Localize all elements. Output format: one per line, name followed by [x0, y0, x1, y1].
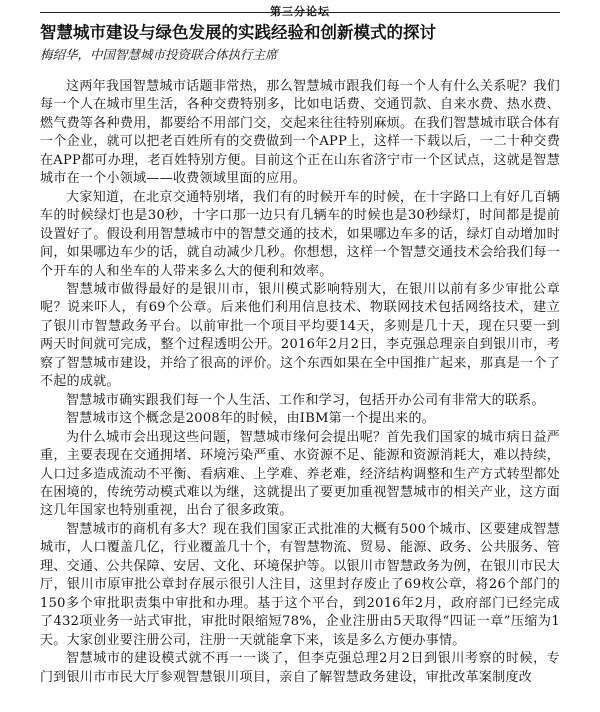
paragraph: 为什么城市会出现这些问题，智慧城市缘何会提出呢？首先我们国家的城市病日益严重，主要表现在交通拥堵、环境污染严重、水资源不足、能源和资源消耗大，难以持续，人口过多造成流动不平衡、看病难、上学难、养老难，经济结构调整和生产方式转型都处在困境的，传统劳动模式难以为继，这就提出了要更加重视智慧城市的相关产业，这方面这几年国家也特别重视，出台了很多政策。: [40, 429, 560, 519]
paragraph: 大家知道，在北京交通特别堵，我们有的时候开车的时候，在十字路口上有好几百辆车的时候绿灯也是30秒，十字口那一边只有几辆车的时候也是30秒绿灯，时间都是提前设置好了。假设利用智慧城市中的智慧交通的技术，如果哪边车多的话，绿灯自动增加时间，如果哪边车少的话，就自动减少几秒。你想想，这样一个智慧交通技术会给我们每一个开车的人和坐车的人带来多么大的便利和效率。: [40, 189, 560, 279]
paragraph: 智慧城市做得最好的是银川市，银川模式影响特别大，在银川以前有多少审批公章呢？说来吓人，有69个公章。后来他们利用信息技术、物联网技术包括网络技术，建立了银川市智慧政务平台。以前审批一个项目平均要14天，多则是几十天，现在只要一到两天时间就可完成，整个过程透明公开。2016年2月2日，李克强总理亲自到银川市，考察了智慧城市建设，并给了很高的评价。这个东西如果在全中国推广起来，那真是一个了不起的成就。: [40, 281, 560, 390]
paragraph: 这两年我国智慧城市话题非常热，那么智慧城市跟我们每一个人有什么关系呢？我们每一个人在城市里生活，各种交费特别多，比如电话费、交通罚款、自来水费、热水费、燃气费等各种费用，都要给不用部门交，交起来往往特别麻烦。在我们智慧城市联合体有一个企业，就可以把老百姓所有的交费做到一个APP上，这样一下载以后，一二十种交费在APP都可办理，老百姓特别方便。目前这个正在山东省济宁市一个区试点，这就是智慧城市在一个小领域——收费领域里面的应用。: [40, 79, 560, 187]
paragraph: 智慧城市确实跟我们每一个人生活、工作和学习，包括开办公司有非常大的联系。: [66, 392, 545, 408]
paragraph: 智慧城市的商机有多大？现在我们国家正式批准的大概有500个城市、区要建成智慧城市，人口覆盖几亿，行业覆盖几十个，有智慧物流、贸易、能源、政务、公共服务、管理、交通、公共保障、安居、文化、环境保护等。以银川市智慧政务为例，在银川市民大厅，银川市原审批公章封存展示很引人注目，这里封存废止了69枚公章，将26个部门的150多个审批职责集中审批和办理。基于这个平台，到2016年2月，政府部门已经完成了432项业务一站式审批，审批时限缩短78%，企业注册由5天取得“四证一章”压缩为1天。大家创业要注册公司，注册一天就能拿下来，该是多么方便办事情。: [40, 521, 560, 648]
section-label: 第三分论坛: [270, 5, 330, 18]
paragraph: 智慧城市的建设模式就不再一一谈了，但李克强总理2月2日到银川考察的时候，专门到银川市市民大厅参观智慧银川项目，亲自了解智慧政务建设，审批改革案制度改: [40, 651, 560, 685]
article-author: 梅绍华，中国智慧城市投资联合体执行主席: [40, 47, 278, 62]
paragraph: 智慧城市这个概念是2008年的时候，由IBM第一个提出来的。: [66, 411, 436, 427]
article-body: [40, 78, 560, 706]
running-header: [0, 0, 600, 18]
article-title: 智慧城市建设与绿色发展的实践经验和创新模式的探讨: [40, 23, 436, 42]
header-rule: [40, 12, 560, 13]
